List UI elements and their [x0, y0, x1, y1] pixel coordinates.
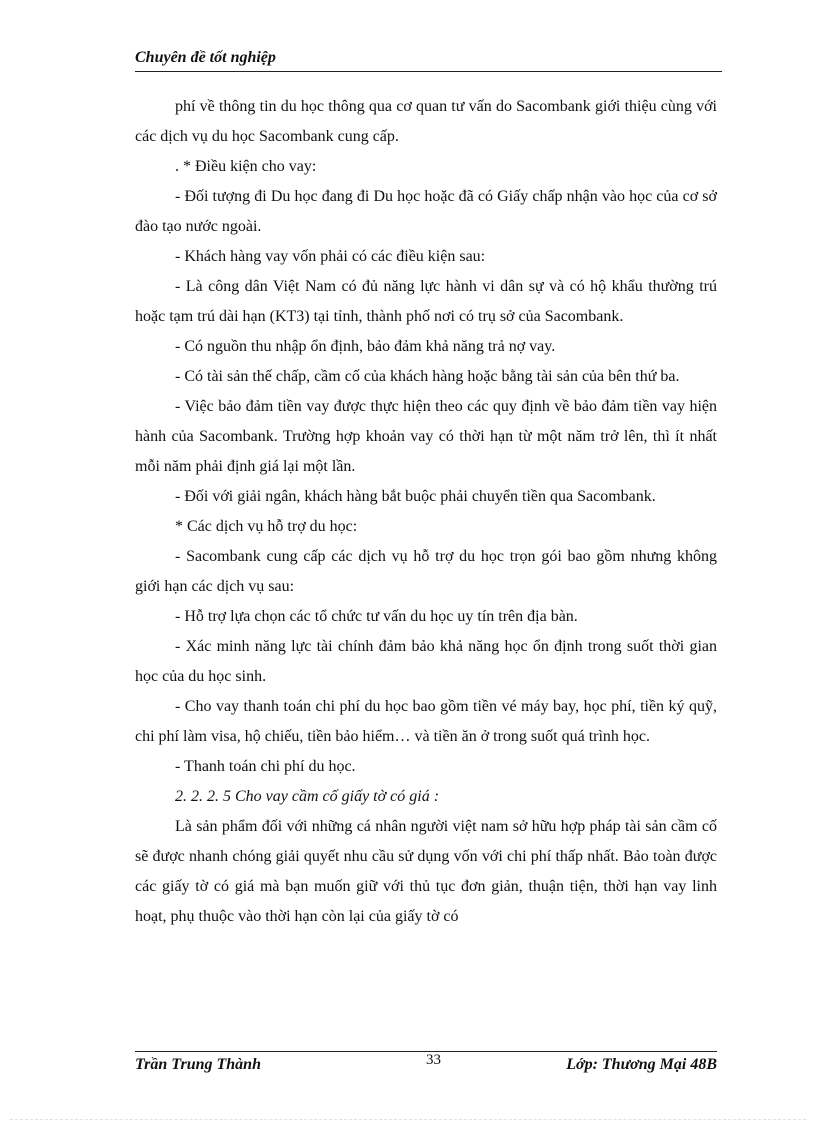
header-title: Chuyên đề tốt nghiệp — [135, 49, 276, 66]
page-header — [135, 47, 722, 72]
paragraph: - Có tài sản thế chấp, cầm cố của khách hàng hoặc bằng tài sản của bên thứ ba. — [175, 368, 680, 385]
paragraph: - Là công dân Việt Nam có đủ năng lực hành vi dân sự và có hộ khẩu thường trú hoặc tạm trú dài hạn (KT3) tại tỉnh, thành phố nơi có trụ sở của Sacombank. — [135, 278, 717, 325]
page-number: 33 — [426, 1052, 441, 1068]
paragraph: . * Điều kiện cho vay: — [175, 158, 317, 175]
paragraph: phí về thông tin du học thông qua cơ quan tư vấn do Sacombank giới thiệu cùng với các dịch vụ du học Sacombank cung cấp. — [135, 98, 717, 145]
footer-author: Trần Trung Thành — [135, 1056, 261, 1073]
paragraph: * Các dịch vụ hỗ trợ du học: — [175, 518, 358, 535]
paragraph: Là sản phẩm đối với những cá nhân người việt nam sở hữu hợp pháp tài sản cầm cố sẽ được nhanh chóng giải quyết nhu cầu sử dụng vốn với chi phí thấp nhất. Bảo toàn được các giấy tờ có giá mà bạn muốn giữ với thủ tục đơn giản, thuận tiện, thời hạn vay linh hoạt, phụ thuộc vào thời hạn còn lại của giấy tờ có — [135, 818, 717, 925]
paragraph: - Việc bảo đảm tiền vay được thực hiện theo các quy định về bảo đảm tiền vay hiện hành của Sacombank. Trường hợp khoản vay có thời hạn từ một năm trở lên, thì ít nhất mỗi năm phải định giá lại một lần. — [135, 398, 717, 475]
paragraph: - Đối với giải ngân, khách hàng bắt buộc phải chuyển tiền qua Sacombank. — [175, 488, 656, 505]
paragraph: - Có nguồn thu nhập ổn định, bảo đảm khả năng trả nợ vay. — [175, 338, 556, 355]
page-footer — [135, 1051, 717, 1078]
paragraph: - Xác minh năng lực tài chính đảm bảo khả năng học ổn định trong suốt thời gian học của du học sinh. — [135, 638, 717, 685]
paragraph: - Sacombank cung cấp các dịch vụ hỗ trợ du học trọn gói bao gồm nhưng không giới hạn các dịch vụ sau: — [135, 548, 717, 595]
paragraph: - Khách hàng vay vốn phải có các điều kiện sau: — [175, 248, 486, 265]
footer-class-label: Lớp: Thương Mại 48B — [566, 1056, 717, 1073]
paragraph: - Hỗ trợ lựa chọn các tổ chức tư vấn du học uy tín trên địa bàn. — [175, 608, 578, 625]
document-body — [135, 92, 717, 932]
paragraph: - Đối tượng đi Du học đang đi Du học hoặc đã có Giấy chấp nhận vào học của cơ sở đào tạo nước ngoài. — [135, 188, 717, 235]
section-heading: 2. 2. 2. 5 Cho vay cầm cố giấy tờ có giá : — [175, 788, 440, 805]
paragraph: - Cho vay thanh toán chi phí du học bao gồm tiền vé máy bay, học phí, tiền ký quỹ, chi phí làm visa, hộ chiếu, tiền bảo hiểm… và tiền ăn ở trong suốt quá trình học. — [135, 698, 717, 745]
paragraph: - Thanh toán chi phí du học. — [175, 758, 356, 775]
page-edge-divider — [10, 1119, 806, 1120]
